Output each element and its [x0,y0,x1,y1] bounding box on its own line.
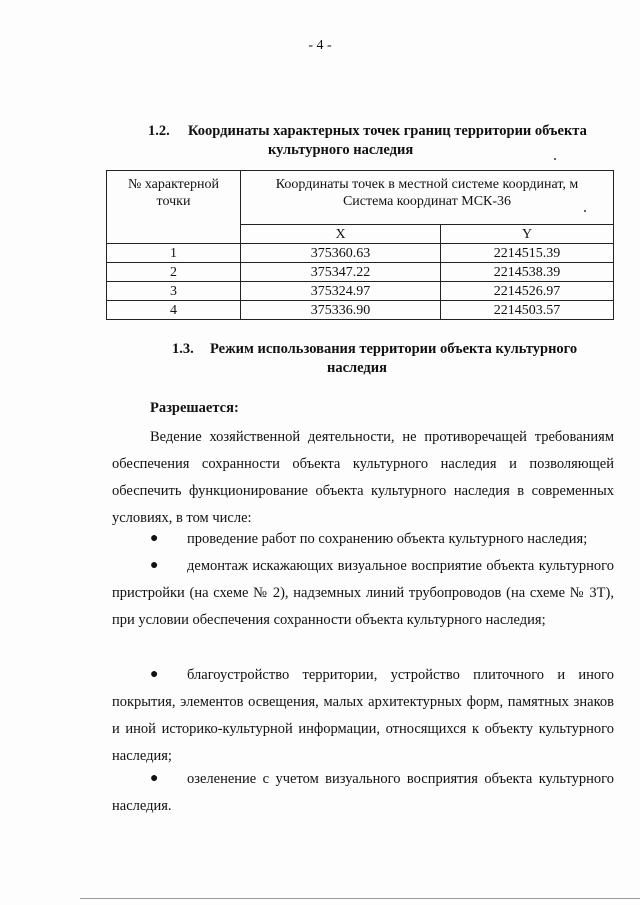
section-title-line1: Координаты характерных точек границ территории объекта [188,123,587,139]
section-number: 1.2. [148,123,170,139]
bullet-icon: ● [150,667,159,682]
section-title-line2: культурного наследия [268,142,414,158]
header-text-line1: Координаты точек в местной системе координат, м [275,177,579,192]
point-number: 4 [107,301,241,320]
x-value: 375347.22 [241,263,441,282]
table-row [107,244,614,263]
x-header: X [241,225,441,244]
bullet-item-2: демонтаж искажающих визуальное восприятие объекта культурного пристройки (на схеме № 2), надземных линий трубопроводов (на схеме № 3Т), при условии обеспечения сохранности объекта культурного наследия; [112,558,614,628]
bullet-item-3: благоустройство территории, устройство плиточного и иного покрытия, элементов освещения, малых архитектурных форм, памятных знаков и иной историко-культурной информации, относящихся к объекту культурного наследия; [112,667,614,764]
y-value: 2214526.97 [441,282,614,301]
section-1-2-heading [148,122,618,160]
coordinates-table [106,170,614,320]
header-text-line2: Система координат МСК-36 [342,194,512,209]
allowed-heading: Разрешается: [150,400,239,416]
header-text-line1: № характерной [127,177,220,192]
bullet-icon: ● [150,531,159,546]
x-value: 375324.97 [241,282,441,301]
y-header: Y [441,225,614,244]
page-number: - 4 - [308,38,332,53]
point-number: 3 [107,282,241,301]
table-row [107,282,614,301]
point-number: 2 [107,263,241,282]
x-value: 375360.63 [241,244,441,263]
y-value: 2214515.39 [441,244,614,263]
scan-speck [584,210,586,212]
bullet-icon: ● [150,558,159,573]
intro-paragraph: Ведение хозяйственной деятельности, не противоречащей требованиям обеспечения сохранности объекта культурного наследия и позволяющей обеспечить функционирование объекта культурного наследия в современных условиях, в том числе: [112,429,614,526]
y-value: 2214503.57 [441,301,614,320]
header-text-line2: точки [156,194,191,209]
x-value: 375336.90 [241,301,441,320]
page-bottom-edge [80,898,640,899]
point-number: 1 [107,244,241,263]
coordinates-header [241,171,614,225]
table-row [107,301,614,320]
bullet-item-1: проведение работ по сохранению объекта культурного наследия; [187,531,588,547]
section-title-line1: Режим использования территории объекта культурного [210,341,578,357]
scan-speck [554,158,556,160]
table-row [107,263,614,282]
y-value: 2214538.39 [441,263,614,282]
table-header-row [107,171,614,225]
section-title-line2: наследия [327,360,387,376]
bullet-item-4: озеленение с учетом визуального восприятия объекта культурного наследия. [112,771,614,814]
point-number-header [107,171,241,244]
section-number: 1.3. [172,341,194,357]
section-1-3-heading [172,340,612,378]
bullet-icon: ● [150,771,159,786]
